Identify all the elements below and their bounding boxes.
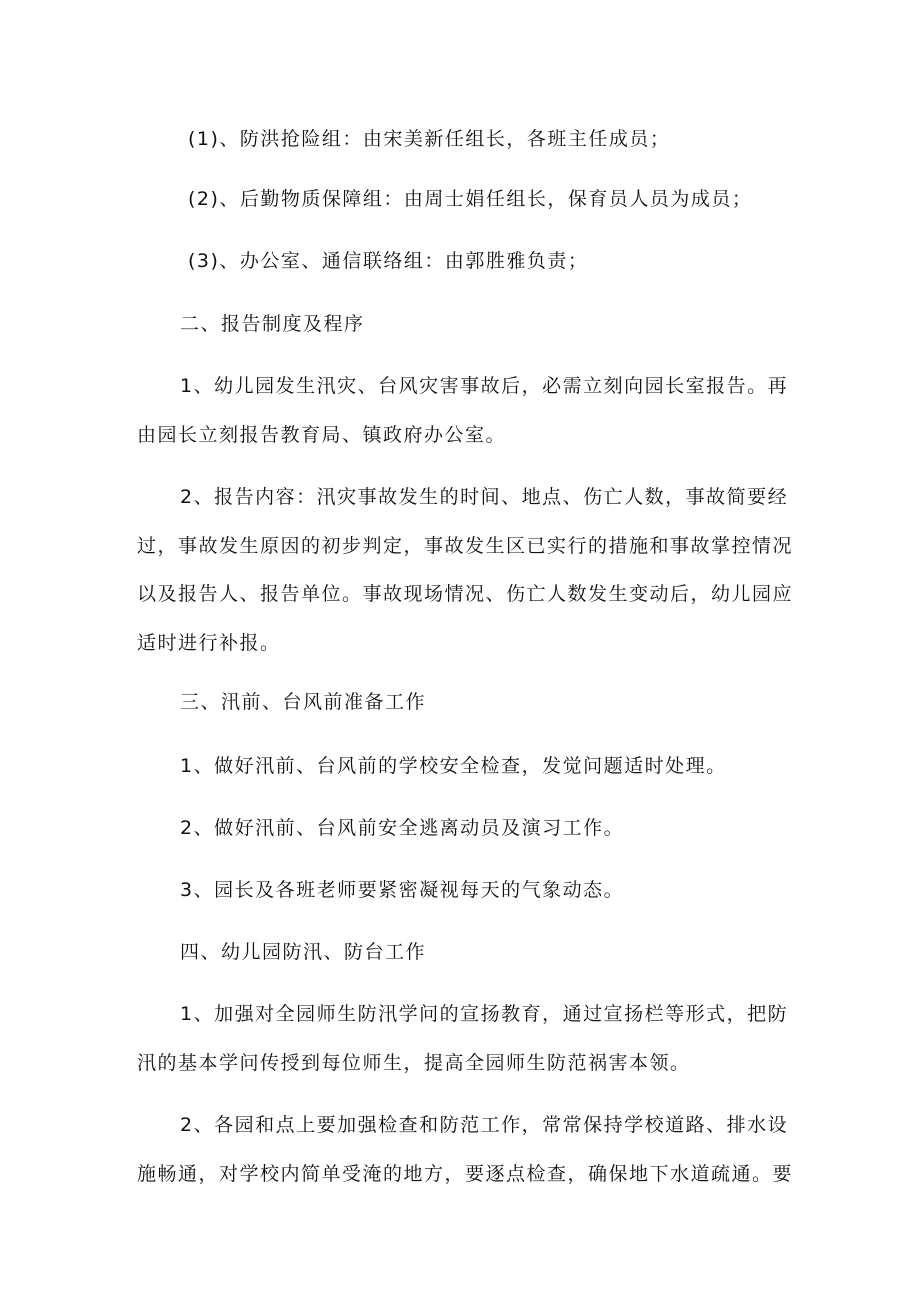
paragraph-report-2-line-4: 适时进行补报。 xyxy=(137,632,281,654)
paragraph-report-1-line-1: 1、幼儿园发生汛灾、台风灾害事故后，必需立刻向园长室报告。再 xyxy=(180,375,789,397)
paragraph-preparation-1: 1、做好汛前、台风前的学校安全检查，发觉问题适时处理。 xyxy=(180,755,727,777)
paragraph-preparation-2: 2、做好汛前、台风前安全逃离动员及演习工作。 xyxy=(180,817,625,839)
paragraph-work-2-line-2: 施畅通，对学校内简单受淹的地方，要逐点检查，确保地下水道疏通。要 xyxy=(137,1163,794,1185)
paragraph-report-2-line-2: 过，事故发生原因的初步判定，事故发生区已实行的措施和事故掌控情况 xyxy=(137,535,794,557)
section-heading-report-system: 二、报告制度及程序 xyxy=(180,313,365,335)
paragraph-work-2-line-1: 2、各园和点上要加强检查和防范工作，常常保持学校道路、排水设 xyxy=(180,1114,789,1136)
section-heading-kindergarten-work: 四、幼儿园防汛、防台工作 xyxy=(180,941,427,963)
team-item-flood-rescue: (1)、防洪抢险组：由宋美新任组长，各班主任成员； xyxy=(188,128,671,150)
paragraph-report-2-line-1: 2、报告内容：汛灾事故发生的时间、地点、伤亡人数，事故简要经 xyxy=(180,486,789,508)
paragraph-report-2-line-3: 以及报告人、报告单位。事故现场情况、伤亡人数发生变动后，幼儿园应 xyxy=(137,583,794,605)
paragraph-work-1-line-1: 1、加强对全园师生防汛学问的宣扬教育，通过宣扬栏等形式，把防 xyxy=(180,1003,789,1025)
paragraph-report-1-line-2: 由园长立刻报告教育局、镇政府办公室。 xyxy=(137,424,507,446)
section-heading-preparation: 三、汛前、台风前准备工作 xyxy=(180,691,427,713)
paragraph-preparation-3: 3、园长及各班老师要紧密凝视每天的气象动态。 xyxy=(180,879,625,901)
paragraph-work-1-line-2: 汛的基本学问传授到每位师生，提高全园师生防范祸害本领。 xyxy=(137,1052,691,1074)
team-item-office-communication: (3)、办公室、通信联络组：由郭胜雅负责； xyxy=(188,250,589,272)
team-item-logistics: (2)、后勤物质保障组：由周士娟任组长，保育员人员为成员； xyxy=(188,188,753,210)
